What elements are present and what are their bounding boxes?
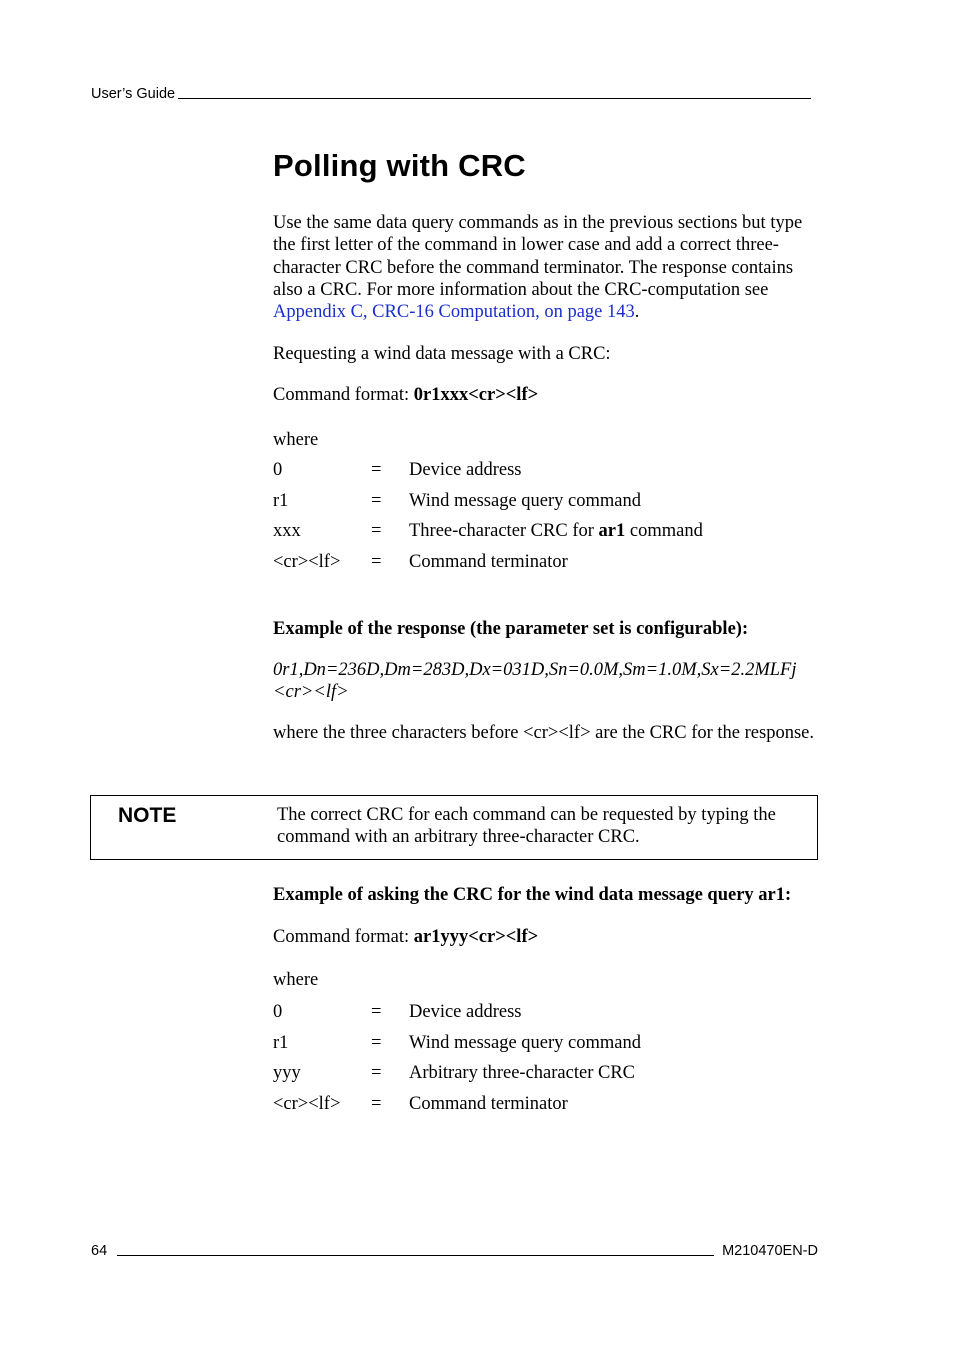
intro-text: Use the same data query commands as in the previous sections but type the first letter of the command in lower case and add a correct three-character CRC before the command terminator. The response contains also a CRC. For more information about the CRC-computation see — [273, 213, 803, 300]
definition-term: xxx — [273, 521, 301, 542]
equals-sign: = — [371, 460, 382, 481]
definition-desc-bold: ar1 — [598, 521, 626, 542]
definition-desc: Wind message query command — [409, 490, 641, 511]
definition-term: r1 — [273, 490, 289, 511]
equals-sign: = — [371, 1002, 382, 1023]
definition-term: <cr><lf> — [273, 551, 341, 572]
equals-sign: = — [371, 1032, 382, 1053]
page-number: 64 — [91, 1243, 108, 1259]
where-label-2: where — [273, 970, 319, 990]
definition-desc-pre: Three-character CRC for — [409, 521, 599, 542]
definition-row — [273, 1089, 821, 1120]
definition-term: r1 — [273, 1032, 289, 1053]
where-label-1: where — [273, 430, 319, 450]
definition-term: 0 — [273, 1002, 283, 1023]
equals-sign: = — [371, 551, 382, 572]
running-header — [91, 86, 811, 102]
definition-table-1 — [273, 455, 821, 577]
definition-desc-post: command — [625, 521, 703, 542]
equals-sign: = — [371, 521, 382, 542]
running-footer — [91, 1243, 818, 1259]
definition-row — [273, 997, 821, 1028]
equals-sign: = — [371, 490, 382, 511]
definition-desc: Wind message query command — [409, 1032, 641, 1053]
header-rule — [178, 98, 811, 99]
intro-paragraph — [273, 212, 821, 323]
example-response-title: Example of the response (the parameter set is configurable): — [273, 619, 749, 639]
definition-desc: Command terminator — [409, 1093, 568, 1114]
note-text: The correct CRC for each command can be requested by typing the command with an arbitrary three-character CRC. — [277, 805, 776, 848]
definition-row — [273, 455, 821, 486]
footer-rule — [117, 1255, 714, 1256]
note-box — [90, 795, 818, 860]
section-title: Polling with CRC — [273, 148, 526, 183]
command-format-2 — [273, 926, 821, 948]
definition-desc: Arbitrary three-character CRC — [409, 1063, 636, 1084]
definition-row — [273, 516, 821, 547]
command-format-value: ar1yyy<cr><lf> — [413, 927, 539, 947]
command-format-label: Command format: — [273, 385, 410, 405]
example-response-explanation: where the three characters before <cr><lf> are the CRC for the response. — [273, 723, 814, 743]
command-format-value: 0r1xxx<cr><lf> — [413, 385, 539, 405]
header-title: User’s Guide — [91, 86, 176, 102]
document-code: M210470EN-D — [722, 1243, 818, 1259]
definition-term: yyy — [273, 1063, 301, 1084]
definition-row — [273, 1058, 821, 1089]
definition-row — [273, 486, 821, 517]
definition-row — [273, 547, 821, 578]
example-code-line2: <cr><lf> — [273, 682, 349, 703]
definition-desc: Device address — [409, 1002, 522, 1023]
definition-term: <cr><lf> — [273, 1093, 341, 1114]
definition-desc: Device address — [409, 460, 522, 481]
example-code-line1: 0r1,Dn=236D,Dm=283D,Dx=031D,Sn=0.0M,Sm=1.0M,Sx=2.2MLFj — [273, 660, 797, 680]
note-label: NOTE — [118, 804, 177, 827]
example-response-code — [273, 659, 821, 704]
definition-row — [273, 1028, 821, 1059]
definition-desc: Command terminator — [409, 551, 568, 572]
equals-sign: = — [371, 1063, 382, 1084]
definition-desc — [409, 520, 821, 542]
command-format-1 — [273, 384, 821, 406]
intro-end: . — [634, 302, 640, 323]
request-line: Requesting a wind data message with a CRC: — [273, 344, 611, 364]
equals-sign: = — [371, 1093, 382, 1114]
definition-table-2 — [273, 997, 821, 1119]
command-format-label: Command format: — [273, 927, 410, 947]
definition-term: 0 — [273, 460, 283, 481]
example-crc-title: Example of asking the CRC for the wind data message query ar1: — [273, 885, 792, 905]
appendix-c-link[interactable]: Appendix C, CRC-16 Computation, on page 143 — [273, 302, 635, 323]
